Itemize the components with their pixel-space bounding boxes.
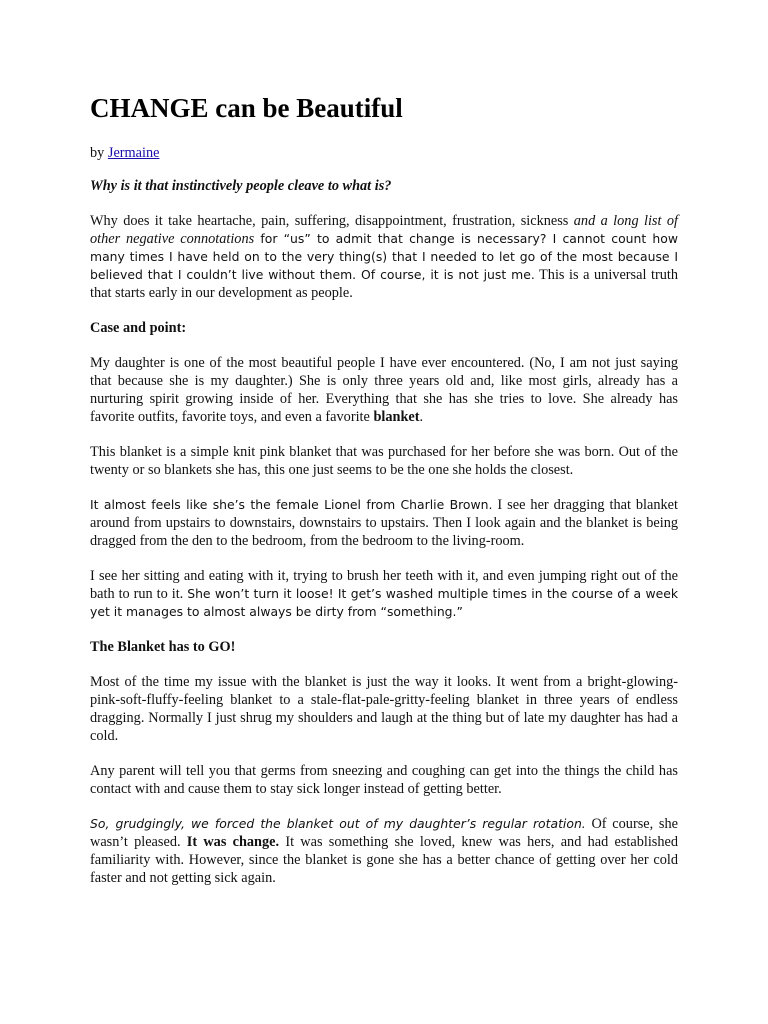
section-heading-blanket: The Blanket has to GO! [90, 639, 236, 655]
paragraph-5-text-b: She won’t turn it loose! It get’s washed multiple times in the course of a week yet it manages to almost always be dirty from “something.” [90, 586, 679, 619]
paragraph-1-text-d: Of course, it is not just me. [361, 267, 535, 282]
paragraph-8-text-d: It was something she loved, knew was hers, and had established familiarity with. However, since the blanket is gone she has a better chance of getting over her cold faster and not getting sick again. [90, 834, 678, 886]
paragraph-6: Most of the time my issue with the blanket is just the way it looks. It went from a bright-glowing-pink-soft-fluffy-feeling blanket to a stale-flat-pale-gritty-feeling blanket in three years of endless dragging. Normally I just shrug my shoulders and laugh at the thing but of late my daughter has had a cold. [90, 674, 678, 744]
paragraph-8 [90, 815, 678, 887]
paragraph-8-italic: So, grudgingly, we forced the blanket out of my daughter’s regular rotation. [90, 816, 586, 831]
paragraph-1-text-c: for “us” to admit that change is necessary? I cannot count how many times I have held on to the very thing(s) that I needed to let go of the most because I believed that I couldn’t live without them. [90, 231, 678, 282]
paragraph-4-text-b: I see her dragging that blanket around from upstairs to downstairs, downstairs to upstairs. Then I look again and the blanket is being dragged from the den to the bedroom, from the bedroom to the living-room. [90, 497, 678, 549]
paragraph-1 [90, 212, 678, 302]
paragraph-7: Any parent will tell you that germs from sneezing and coughing can get into the things the child has contact with and cause them to stay sick longer instead of getting better. [90, 763, 678, 797]
byline-prefix: by [90, 145, 108, 161]
paragraph-4 [90, 496, 678, 550]
paragraph-3: This blanket is a simple knit pink blanket that was purchased for her before she was born. Out of the twenty or so blankets she has, this one just seems to be the one she holds the closest. [90, 444, 678, 478]
paragraph-5 [90, 567, 678, 621]
lead-question: Why is it that instinctively people cleave to what is? [90, 178, 392, 194]
section-heading-case: Case and point: [90, 320, 187, 336]
article [90, 92, 678, 904]
byline [90, 144, 678, 162]
paragraph-2-text-a: My daughter is one of the most beautiful people I have ever encountered. (No, I am not just saying that because she is my daughter.) She is only three years old and, like most girls, already has a nurturing spirit growing inside of her. Everything that she has she tries to love. She already has favorite outfits, favorite toys, and even a favorite [90, 355, 678, 425]
paragraph-1-emphasis: and a long list of other negative connotations [90, 213, 678, 247]
paragraph-8-bold: It was change. [186, 834, 280, 850]
paragraph-1-text-a: Why does it take heartache, pain, suffering, disappointment, frustration, sickness [90, 213, 574, 229]
page-title: CHANGE can be Beautiful [90, 93, 403, 123]
paragraph-2-text-c: . [419, 409, 424, 425]
paragraph-2 [90, 354, 678, 426]
paragraph-1-text-e: This is a universal truth that starts early in our development as people. [90, 267, 678, 301]
author-link[interactable]: Jermaine [107, 145, 160, 161]
paragraph-5-text-a: I see her sitting and eating with it, trying to brush her teeth with it, and even jumping right out of the bath to run to it. [90, 568, 678, 602]
paragraph-8-text-b: Of course, she wasn’t pleased. [90, 816, 678, 850]
paragraph-4-text-a: It almost feels like she’s the female Lionel from Charlie Brown. [90, 497, 493, 512]
paragraph-2-bold: blanket [373, 409, 420, 425]
